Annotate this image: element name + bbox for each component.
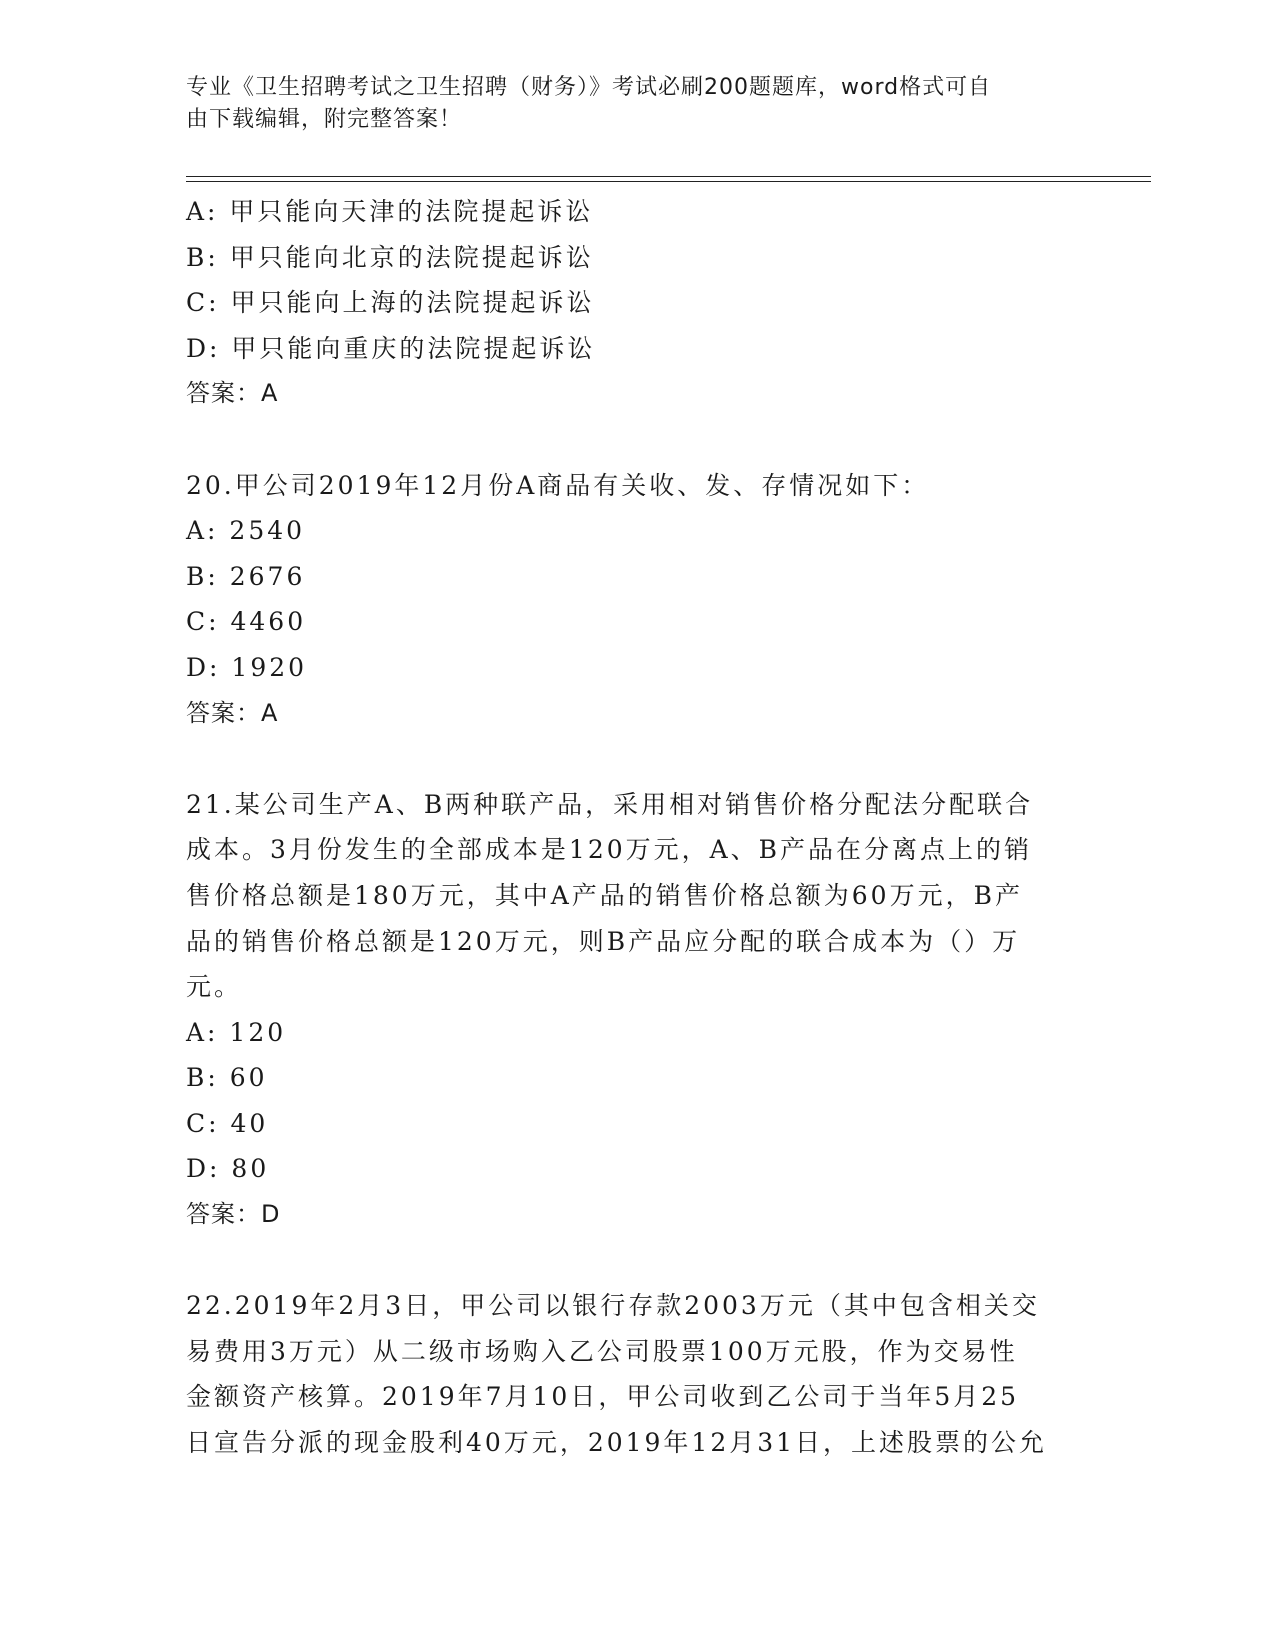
option-c: C: 甲只能向上海的法院提起诉讼 <box>186 288 595 318</box>
document-header <box>186 72 1066 136</box>
question-19-block <box>186 189 1066 417</box>
option-d: D: 1920 <box>186 652 308 682</box>
question-21-block <box>186 782 1066 1238</box>
question-text-line: 售价格总额是180万元，其中A产品的销售价格总额为60万元，B产 <box>186 880 1023 910</box>
paragraph-spacer <box>186 736 1066 782</box>
document-body <box>186 189 1066 1466</box>
option-a: A: 甲只能向天津的法院提起诉讼 <box>186 197 594 226</box>
option-b: B: 甲只能向北京的法院提起诉讼 <box>186 242 594 272</box>
header-line-1: 专业《卫生招聘考试之卫生招聘（财务）》考试必刷200题题库，word格式可自 <box>186 75 992 100</box>
answer-line: 答案：D <box>186 1200 281 1229</box>
question-text-line: 金额资产核算。2019年7月10日，甲公司收到乙公司于当年5月25 <box>186 1382 1020 1412</box>
option-d: D: 80 <box>186 1154 270 1184</box>
option-b: B: 60 <box>186 1063 268 1093</box>
question-text-line: 日宣告分派的现金股利40万元，2019年12月31日，上述股票的公允 <box>186 1428 1048 1458</box>
question-text-line: 元。 <box>186 972 243 1002</box>
question-text-line: 易费用3万元）从二级市场购入乙公司股票100万元股，作为交易性 <box>186 1336 1018 1366</box>
option-c: C: 4460 <box>186 607 307 637</box>
question-20-block <box>186 463 1066 737</box>
header-line-2: 由下载编辑，附完整答案！ <box>186 107 463 132</box>
header-divider-bottom <box>186 181 1151 182</box>
paragraph-spacer <box>186 1238 1066 1284</box>
option-b: B: 2676 <box>186 561 306 591</box>
option-a: A: 2540 <box>186 516 306 546</box>
answer-line: 答案：A <box>186 379 279 408</box>
option-d: D: 甲只能向重庆的法院提起诉讼 <box>186 333 596 363</box>
question-22-block <box>186 1283 1066 1465</box>
header-divider-top <box>186 176 1151 177</box>
paragraph-spacer <box>186 417 1066 463</box>
question-text-line: 成本。3月份发生的全部成本是120万元，A、B产品在分离点上的销 <box>186 835 1033 865</box>
question-text-line: 20.甲公司2019年12月份A商品有关收、发、存情况如下： <box>186 470 930 500</box>
question-text-line: 21.某公司生产A、B两种联产品，采用相对销售价格分配法分配联合 <box>186 789 1034 819</box>
answer-line: 答案：A <box>186 698 279 727</box>
question-text-line: 22.2019年2月3日，甲公司以银行存款2003万元（其中包含相关交 <box>186 1291 1040 1321</box>
question-text-line: 品的销售价格总额是120万元，则B产品应分配的联合成本为（）万 <box>186 926 1021 956</box>
option-a: A: 120 <box>186 1017 287 1047</box>
option-c: C: 40 <box>186 1108 269 1138</box>
